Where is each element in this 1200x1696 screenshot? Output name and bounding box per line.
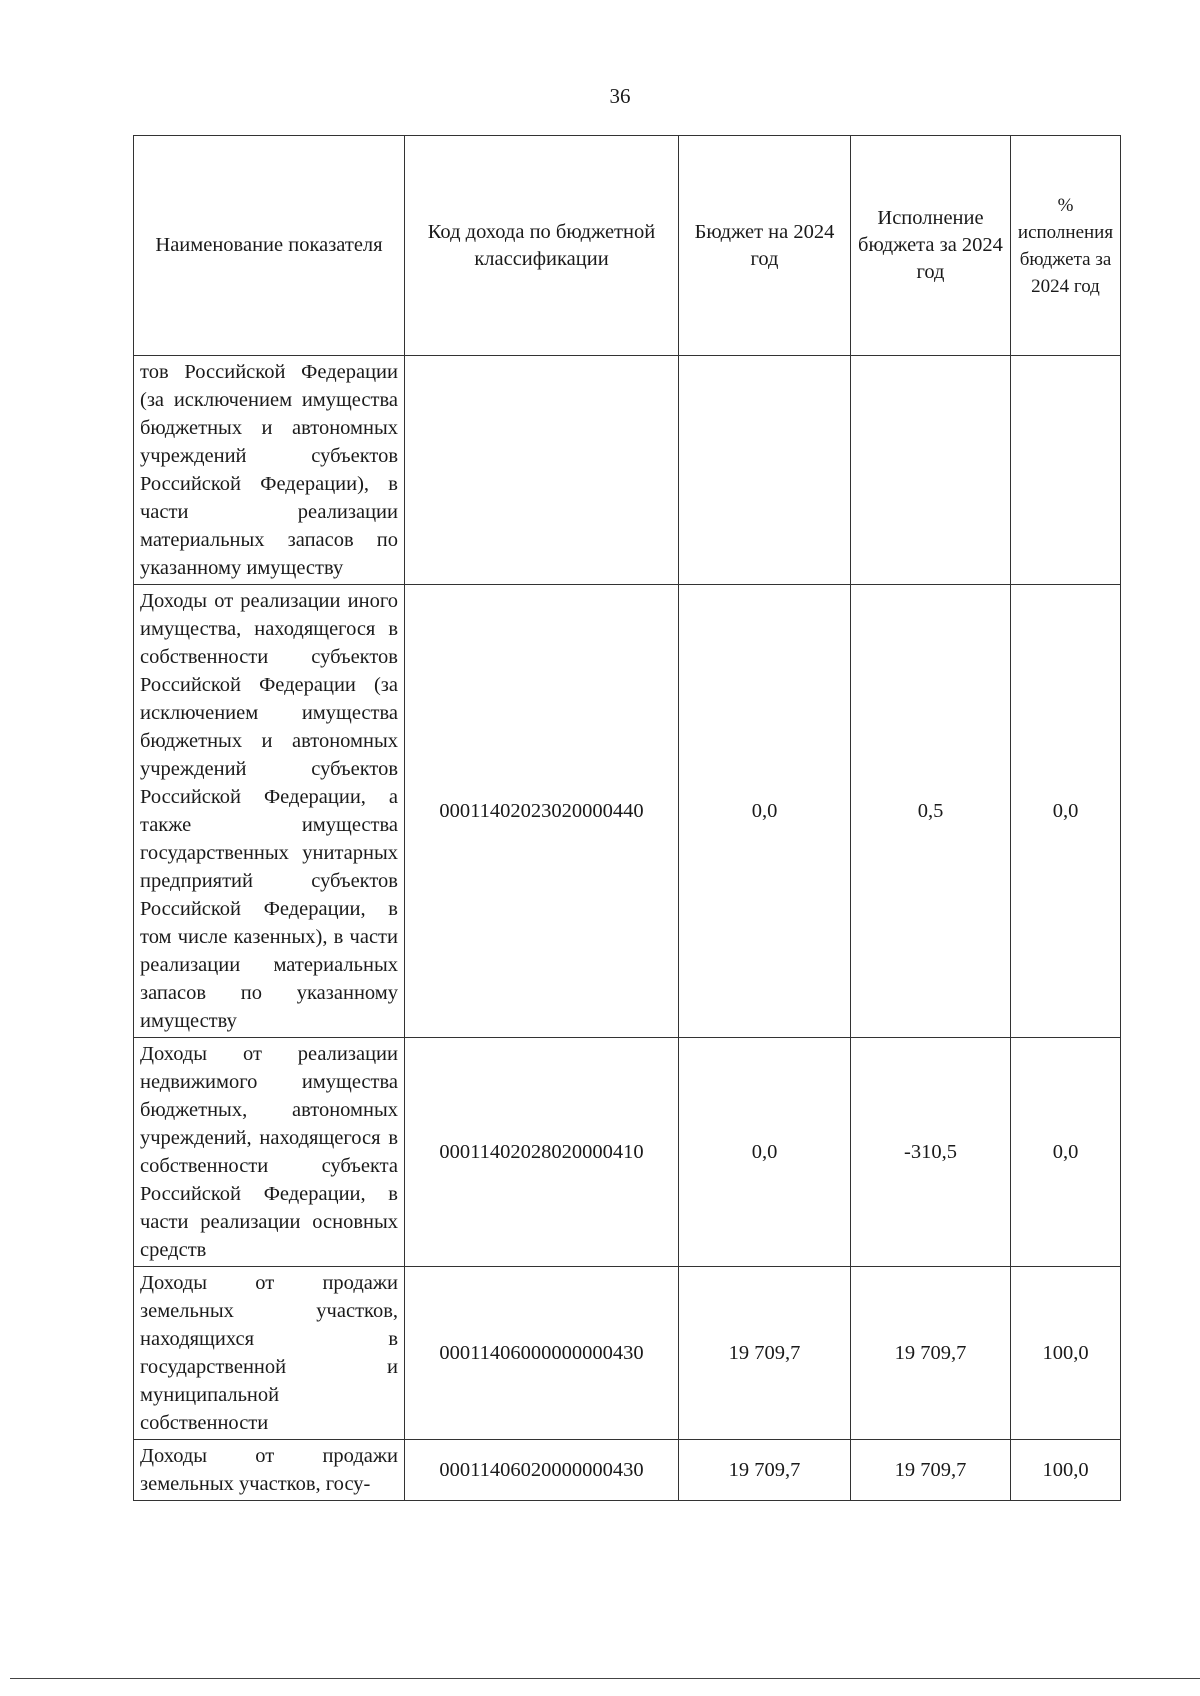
footer-divider (10, 1678, 1200, 1679)
row-5-code: 00011406020000000430 (405, 1440, 679, 1501)
row-3-execution: -310,5 (851, 1038, 1011, 1267)
header-code: Код дохода по бюджетной классификации (405, 136, 679, 356)
row-4-percent: 100,0 (1011, 1267, 1121, 1440)
row-3-budget: 0,0 (679, 1038, 851, 1267)
row-4-execution: 19 709,7 (851, 1267, 1011, 1440)
row-5-budget: 19 709,7 (679, 1440, 851, 1501)
row-2-name: Доходы от реализации иного имущества, находящегося в собственности субъектов Российской Федерации (за исключением имущества бюджетных и автономных учреждений субъектов Российской Федерации, а также имущества государственных унитарных предприятий субъектов Российской Федерации, в том числе казенных), в части реализации материальных запасов по указанному имуществу (134, 585, 405, 1038)
header-execution: Исполнение бюджета за 2024 год (851, 136, 1011, 356)
row-2-percent: 0,0 (1011, 585, 1121, 1038)
row-4-name: Доходы от продажи земельных участков, находящихся в государственной и муниципальной собственности (134, 1267, 405, 1440)
row-5-execution: 19 709,7 (851, 1440, 1011, 1501)
table-row (134, 356, 1121, 585)
header-percent: % исполнения бюджета за 2024 год (1011, 136, 1121, 356)
table-row (134, 1038, 1121, 1267)
row-1-code (405, 356, 679, 585)
row-3-percent: 0,0 (1011, 1038, 1121, 1267)
row-1-name: тов Российской Федерации (за исключением имущества бюджетных и автономных учреждений субъектов Российской Федерации), в части реализации материальных запасов по указанному имуществу (134, 356, 405, 585)
row-1-percent (1011, 356, 1121, 585)
header-name: Наименование показателя (134, 136, 405, 356)
budget-execution-table (133, 135, 1121, 1501)
header-budget: Бюджет на 2024 год (679, 136, 851, 356)
row-5-percent: 100,0 (1011, 1440, 1121, 1501)
row-4-budget: 19 709,7 (679, 1267, 851, 1440)
table-row (134, 1440, 1121, 1501)
row-1-execution (851, 356, 1011, 585)
table-row (134, 1267, 1121, 1440)
row-5-name: Доходы от продажи земельных участков, госу- (134, 1440, 405, 1501)
row-3-code: 00011402028020000410 (405, 1038, 679, 1267)
table-row (134, 585, 1121, 1038)
page-number: 36 (609, 84, 631, 108)
row-1-budget (679, 356, 851, 585)
row-2-budget: 0,0 (679, 585, 851, 1038)
row-2-code: 00011402023020000440 (405, 585, 679, 1038)
row-3-name: Доходы от реализации недвижимого имущества бюджетных, автономных учреждений, находящегося в собственности субъекта Российской Федерации, в части реализации основных средств (134, 1038, 405, 1267)
row-2-execution: 0,5 (851, 585, 1011, 1038)
row-4-code: 00011406000000000430 (405, 1267, 679, 1440)
table-header-row (134, 136, 1121, 356)
